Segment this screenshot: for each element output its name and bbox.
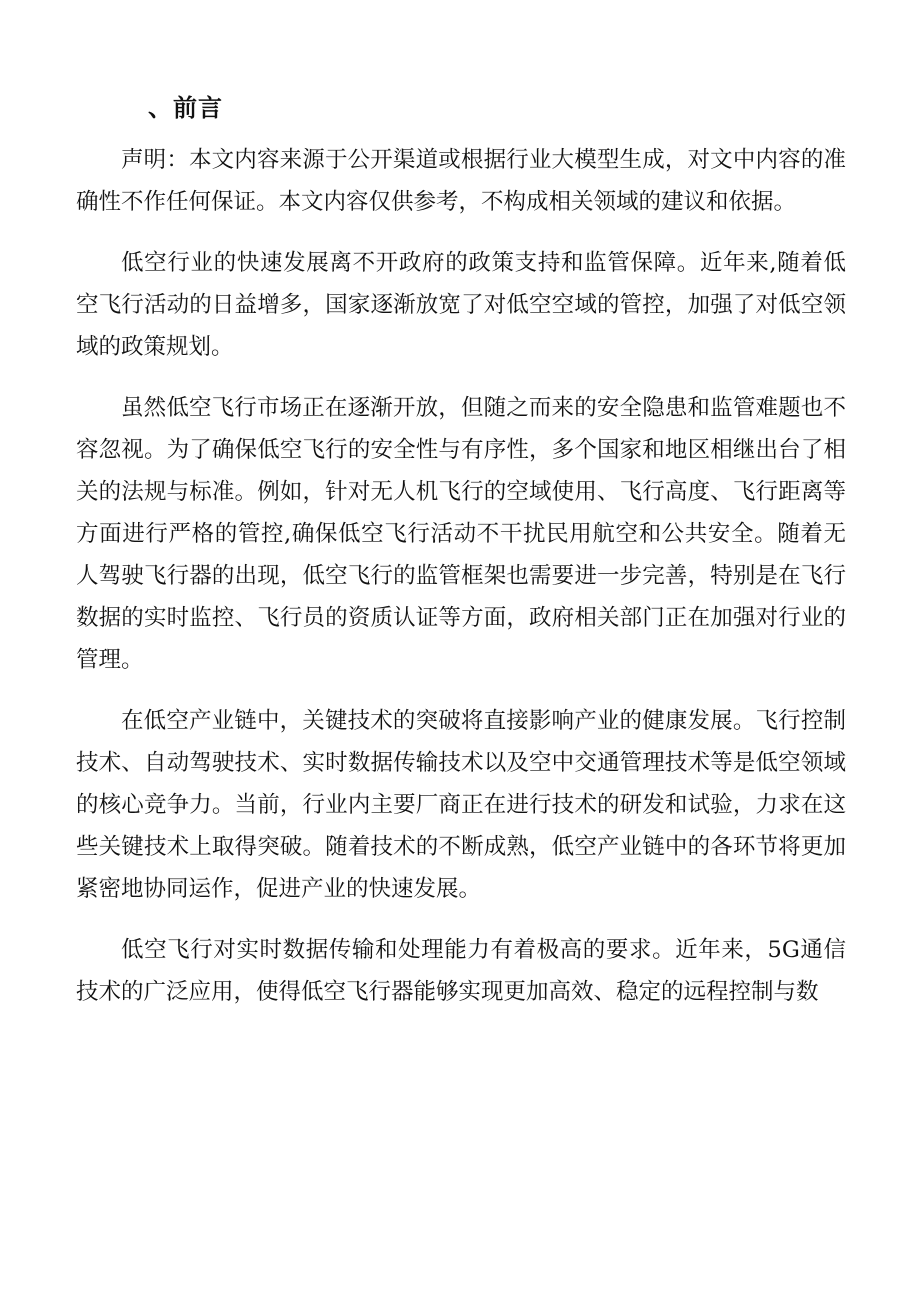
regulation-paragraph: 虽然低空飞行市场正在逐渐开放，但随之而来的安全隐患和监管难题也不容忽视。为了确保低空飞行的安全性与有序性，多个国家和地区相继出台了相关的法规与标准。例如，针对无人机飞行的空域使用、飞行高度、飞行距离等方面进行严格的管控,确保低空飞行活动不干扰民用航空和公共安全。随着无人驾驶飞行器的出现，低空飞行的监管框架也需要进一步完善，特别是在飞行数据的实时监控、飞行员的资质认证等方面，政府相关部门正在加强对行业的管理。	[76, 395, 846, 673]
policy-support-paragraph: 低空行业的快速发展离不开政府的政策支持和监管保障。近年来,随着低空飞行活动的日益增多，国家逐渐放宽了对低空空域的管控，加强了对低空领域的政策规划。	[76, 250, 846, 360]
key-technology-paragraph: 在低空产业链中，关键技术的突破将直接影响产业的健康发展。飞行控制技术、自动驾驶技术、实时数据传输技术以及空中交通管理技术等是低空领域的核心竞争力。当前，行业内主要厂商正在进行技术的研发和试验，力求在这些关键技术上取得突破。随着技术的不断成熟，低空产业链中的各环节将更加紧密地协同运作，促进产业的快速发展。	[76, 708, 846, 902]
disclaimer-paragraph: 声明：本文内容来源于公开渠道或根据行业大模型生成，对文中内容的准确性不作任何保证。本文内容仅供参考，不构成相关领域的建议和依据。	[76, 147, 846, 215]
section-heading: 、前言	[148, 93, 223, 122]
document-body	[76, 139, 846, 1032]
data-transmission-paragraph: 低空飞行对实时数据传输和处理能力有着极高的要求。近年来，5G通信技术的广泛应用，使得低空飞行器能够实现更加高效、稳定的远程控制与数	[76, 937, 846, 1005]
